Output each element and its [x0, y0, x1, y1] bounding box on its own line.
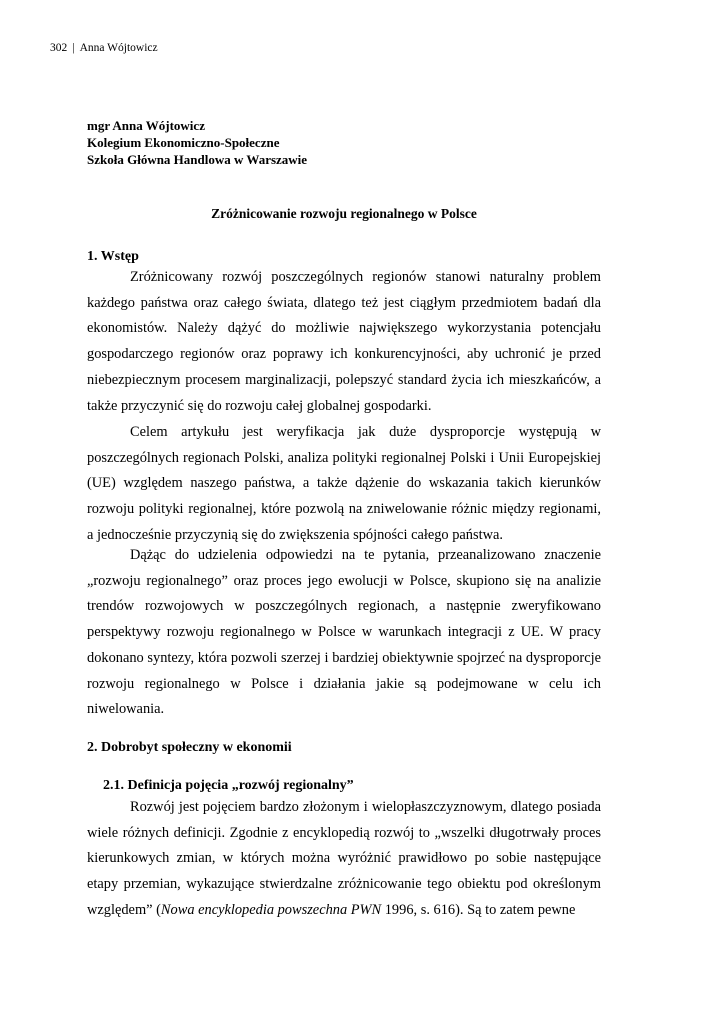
- header-author: Anna Wójtowicz: [79, 42, 158, 54]
- section-1-paragraph-3: Dążąc do udzielenia odpowiedzi na te pytania, przeanalizowano znaczenie „rozwoju regionalnego” oraz proces jego ewolucji w Polsce, skupiono się na analizie trendów rozwojowych w poszczególnych regionach, a następnie zweryfikowano perspektywy rozwoju regionalnego w Polsce w warunkach integracji z UE. W pracy dokonano syntezy, która pozwoli szerzej i bardziej obiektywnie spojrzeć na dysproporcje rozwoju regionalnego w Polsce i działania jakie są podejmowane w celu ich niwelowania.: [87, 547, 601, 718]
- paragraph-text-start: Rozwój jest pojęciem bardzo złożonym i wielopłaszczyznowym, dlatego posiada wiele różnych definicji. Zgodnie z encyklopedią rozwój to „wszelki długotrwały proces kierunkowych zmian, w których można wyróżnić prawidłowo po sobie następujące etapy przemian, wykazujące stwierdzalne zróżnicowanie tego obiektu pod określonym względem” (: [87, 799, 601, 918]
- citation-title: Nowa encyklopedia powszechna PWN: [160, 901, 382, 918]
- author-block: [87, 117, 307, 168]
- section-2-1-paragraph-1: [87, 795, 601, 924]
- author-name: mgr Anna Wójtowicz: [87, 118, 205, 133]
- section-1-paragraph-2: Celem artykułu jest weryfikacja jak duże dysproporcje występują w poszczególnych regionach Polski, analiza polityki regionalnej Polski i Unii Europejskiej (UE) względem naszego państwa, a także dążenie do wskazania takich kierunków rozwoju polityki regionalnej, które pozwolą na zniwelowanie różnic między regionami, a jednocześnie przyczynią się do zwiększenia spójności całego państwa.: [87, 424, 601, 543]
- section-1-heading: 1. Wstęp: [87, 249, 139, 264]
- author-school: Szkoła Główna Handlowa w Warszawie: [87, 152, 308, 167]
- section-1-paragraph-1: Zróżnicowany rozwój poszczególnych regionów stanowi naturalny problem każdego państwa oraz całego świata, dlatego też jest ciągłym przedmiotem badań dla ekonomistów. Należy dążyć do możliwie największego wykorzystania potencjału gospodarczego regionów oraz poprawy ich konkurencyjności, aby uchronić je przed niebezpiecznym procesem marginalizacji, polepszyć standard życia ich mieszkańców, a także przyczynić się do rozwoju całej globalnej gospodarki.: [87, 269, 601, 414]
- header-separator: |: [72, 42, 75, 54]
- article-title: Zróżnicowanie rozwoju regionalnego w Polsce: [211, 206, 477, 221]
- section-2-1-heading: 2.1. Definicja pojęcia „rozwój regionalny”: [103, 778, 354, 793]
- section-2-heading: 2. Dobrobyt społeczny w ekonomii: [87, 740, 292, 755]
- author-college: Kolegium Ekonomiczno-Społeczne: [87, 135, 280, 150]
- paragraph-text-end: 1996, s. 616). Są to zatem pewne: [381, 901, 576, 918]
- running-header: [50, 40, 158, 56]
- page-number: 302: [50, 42, 68, 54]
